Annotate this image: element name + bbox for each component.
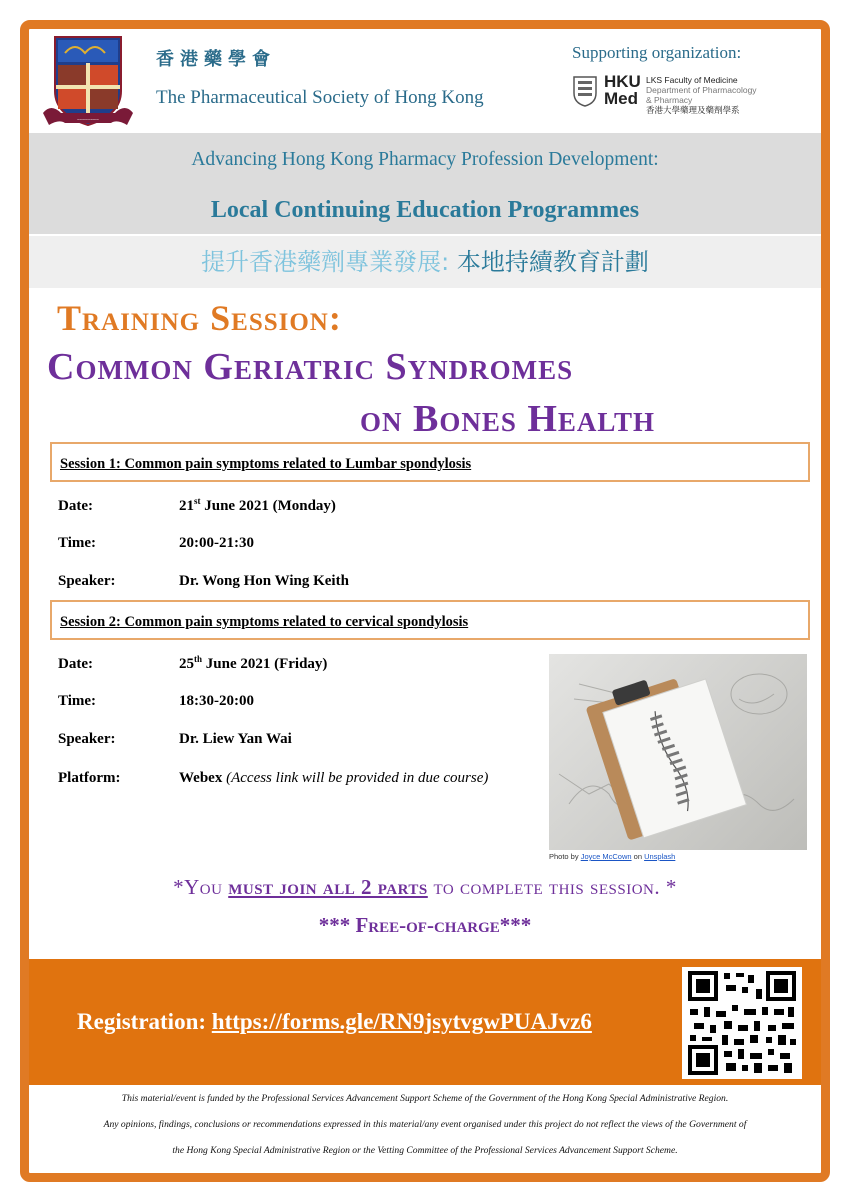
session-2-heading: Session 2: Common pain symptoms related to cervical spondylosis — [50, 600, 810, 640]
free-of-charge-notice: *** Free-of-charge*** — [318, 913, 532, 937]
hku-line-chinese: 香港大學藥理及藥劑學系 — [646, 105, 740, 115]
registration-link[interactable]: https://forms.gle/RN9jsytvgwPUAJvz6 — [211, 1009, 592, 1034]
disclaimer-line-1: This material/event is funded by the Professional Services Advancement Support Scheme of the Government of the Hong Kong Special Administrative Region. — [121, 1093, 729, 1104]
disclaimer-line-3: the Hong Kong Special Administrative Region or the Vetting Committee of the Professional Services Advancement Support Scheme. — [172, 1145, 678, 1156]
spine-clipboard-photo — [549, 654, 807, 850]
programme-banner — [29, 133, 821, 234]
date-label: Date: — [58, 498, 93, 514]
speaker-label: Speaker: — [58, 731, 116, 747]
registration-label: Registration: — [77, 1009, 212, 1034]
session-2-date-rest: June 2021 (Friday) — [202, 656, 328, 672]
session-2-date-suffix: th — [194, 654, 203, 664]
org-name-chinese: 香港藥學會 — [156, 49, 276, 70]
banner-chinese-part2: 本地持續教育計劃 — [456, 248, 649, 276]
notice-post: to complete this session. * — [427, 875, 677, 899]
hku-line-department: Department of Pharmacology — [646, 85, 757, 95]
time-label: Time: — [58, 535, 97, 551]
attendance-notice — [29, 875, 821, 900]
registration-band — [29, 959, 821, 1085]
banner-subtitle: Advancing Hong Kong Pharmacy Profession Development: — [191, 149, 659, 170]
topic-title-line1: Common Geriatric Syndromes — [47, 346, 574, 388]
hku-crest-icon — [572, 75, 598, 107]
session-1-speaker-row — [58, 573, 349, 590]
session-2-date-day: 25 — [179, 656, 194, 672]
banner-chinese-title — [29, 236, 821, 288]
session-1-speaker: Dr. Wong Hon Wing Keith — [179, 573, 349, 589]
notice-emphasis: must join all 2 parts — [228, 875, 428, 899]
registration-text — [77, 1009, 592, 1035]
svg-text:~~~~~~~~: ~~~~~~~~ — [77, 118, 99, 123]
session-2-time-row — [58, 693, 254, 710]
banner-title: Local Continuing Education Programmes — [210, 197, 640, 223]
session-1-date-day: 21 — [179, 498, 194, 514]
training-session-heading: Training Session: — [57, 298, 342, 338]
session-1-date-suffix: st — [194, 496, 201, 506]
platform-label: Platform: — [58, 770, 121, 786]
session-1-date-row — [58, 496, 336, 515]
funding-disclaimer — [29, 1093, 821, 1171]
hku-line-pharmacy: & Pharmacy — [646, 95, 693, 105]
supporting-org-label: Supporting organization: — [572, 43, 742, 62]
banner-chinese-part1: 提升香港藥劑專業發展: — [201, 248, 457, 276]
date-label: Date: — [58, 656, 93, 672]
hku-department-text — [646, 75, 757, 115]
session-2-speaker: Dr. Liew Yan Wai — [179, 731, 292, 747]
hku-med-wordmark — [604, 73, 641, 107]
session-1-date-rest: June 2021 (Monday) — [200, 498, 336, 514]
registration-qr-code[interactable] — [682, 967, 802, 1079]
session-2-date-row — [58, 654, 327, 673]
photo-credit-mid: on — [631, 852, 645, 861]
session-2-speaker-row — [58, 731, 292, 748]
speaker-label: Speaker: — [58, 573, 116, 589]
platform-name: Webex — [179, 770, 223, 786]
notice-pre: *You — [173, 875, 229, 899]
session-2-time: 18:30-20:00 — [179, 693, 254, 709]
photo-author-link[interactable]: Joyce McCown — [580, 852, 632, 861]
org-name-english: The Pharmaceutical Society of Hong Kong — [156, 87, 484, 108]
session-1-heading: Session 1: Common pain symptoms related to Lumbar spondylosis — [50, 442, 810, 482]
session-2-platform-row — [58, 770, 488, 787]
time-label: Time: — [58, 693, 97, 709]
hku-word-top: HKU — [604, 72, 641, 91]
photo-credit — [549, 852, 675, 861]
hku-line-faculty: LKS Faculty of Medicine — [646, 75, 738, 85]
disclaimer-line-2: Any opinions, findings, conclusions or recommendations expressed in this material/any event organised under this project do not reflect the views of the Government of — [103, 1119, 747, 1130]
session-1-time: 20:00-21:30 — [179, 535, 254, 551]
unsplash-link[interactable]: Unsplash — [644, 852, 676, 861]
platform-note: (Access link will be provided in due course) — [226, 770, 489, 786]
qr-code-icon — [682, 967, 802, 1079]
photo-credit-prefix: Photo by — [549, 852, 581, 861]
spine-photo-illustration — [549, 654, 807, 850]
society-crest-icon — [41, 33, 135, 133]
hku-med-logo — [572, 73, 772, 117]
poster-frame — [20, 20, 830, 1182]
hku-word-bottom: Med — [604, 89, 638, 108]
topic-title-line2: on Bones Health — [360, 398, 655, 440]
session-1-time-row — [58, 535, 254, 552]
